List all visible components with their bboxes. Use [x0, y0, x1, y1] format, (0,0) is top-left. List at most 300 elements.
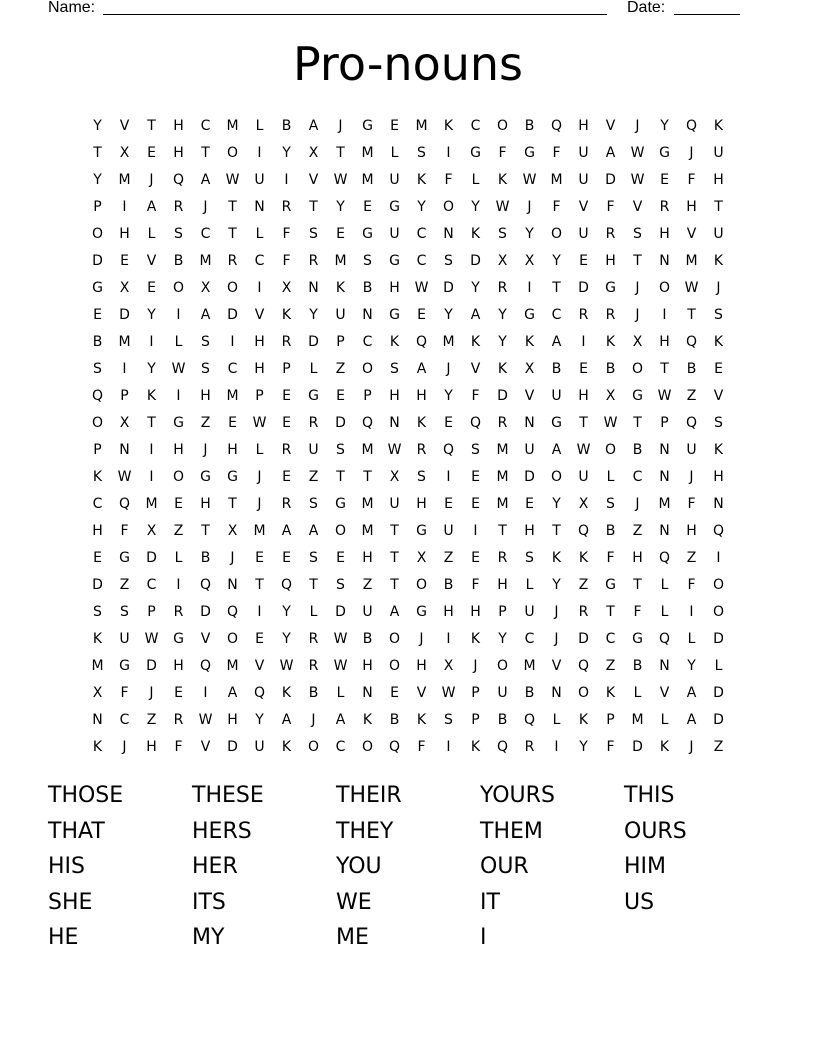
- grid-cell[interactable]: H: [119, 226, 130, 242]
- grid-cell[interactable]: O: [496, 658, 509, 674]
- grid-cell[interactable]: W: [441, 685, 456, 701]
- grid-cell[interactable]: Z: [605, 658, 616, 674]
- grid-cell[interactable]: O: [712, 577, 725, 593]
- grid-cell[interactable]: Q: [199, 658, 212, 674]
- grid-cell[interactable]: I: [176, 577, 181, 593]
- grid-cell[interactable]: W: [198, 712, 213, 728]
- grid-cell[interactable]: W: [171, 361, 186, 377]
- grid-cell[interactable]: W: [117, 469, 132, 485]
- grid-cell[interactable]: Q: [199, 577, 212, 593]
- grid-cell[interactable]: E: [579, 253, 588, 269]
- grid-cell[interactable]: L: [660, 712, 669, 728]
- grid-cell[interactable]: R: [497, 280, 508, 296]
- grid-cell[interactable]: M: [415, 118, 428, 134]
- grid-cell[interactable]: I: [527, 280, 532, 296]
- grid-cell[interactable]: R: [524, 739, 535, 755]
- grid-cell[interactable]: P: [498, 604, 507, 620]
- grid-cell[interactable]: R: [308, 415, 319, 431]
- grid-cell[interactable]: J: [716, 280, 721, 296]
- grid-cell[interactable]: E: [714, 361, 723, 377]
- grid-cell[interactable]: C: [146, 577, 157, 593]
- grid-cell[interactable]: F: [606, 199, 615, 215]
- grid-cell[interactable]: A: [146, 199, 157, 215]
- grid-cell[interactable]: G: [632, 388, 643, 404]
- grid-cell[interactable]: S: [444, 712, 453, 728]
- grid-cell[interactable]: I: [446, 469, 451, 485]
- grid-cell[interactable]: B: [443, 577, 454, 593]
- grid-cell[interactable]: X: [281, 280, 292, 296]
- grid-cell[interactable]: J: [311, 712, 316, 728]
- grid-cell[interactable]: E: [93, 307, 102, 323]
- grid-cell[interactable]: Q: [469, 415, 482, 431]
- grid-cell[interactable]: B: [308, 685, 319, 701]
- grid-cell[interactable]: E: [336, 226, 345, 242]
- grid-cell[interactable]: A: [281, 712, 292, 728]
- grid-cell[interactable]: X: [632, 334, 643, 350]
- grid-cell[interactable]: H: [146, 739, 157, 755]
- grid-cell[interactable]: J: [635, 307, 640, 323]
- grid-cell[interactable]: B: [389, 712, 400, 728]
- grid-cell[interactable]: Q: [685, 415, 698, 431]
- grid-cell[interactable]: N: [443, 226, 454, 242]
- grid-cell[interactable]: V: [308, 172, 319, 188]
- grid-cell[interactable]: I: [716, 550, 721, 566]
- grid-cell[interactable]: R: [659, 199, 670, 215]
- grid-cell[interactable]: G: [524, 307, 535, 323]
- grid-cell[interactable]: K: [146, 388, 157, 404]
- grid-cell[interactable]: H: [416, 658, 427, 674]
- grid-cell[interactable]: L: [633, 685, 642, 701]
- grid-cell[interactable]: W: [576, 442, 591, 458]
- grid-cell[interactable]: C: [254, 253, 265, 269]
- grid-cell[interactable]: Z: [362, 577, 373, 593]
- grid-cell[interactable]: M: [523, 658, 536, 674]
- grid-cell[interactable]: D: [92, 577, 103, 593]
- grid-cell[interactable]: S: [714, 307, 723, 323]
- grid-cell[interactable]: X: [92, 685, 103, 701]
- grid-cell[interactable]: K: [389, 334, 400, 350]
- grid-cell[interactable]: C: [524, 631, 535, 647]
- grid-cell[interactable]: E: [282, 415, 291, 431]
- grid-cell[interactable]: U: [578, 145, 589, 161]
- grid-cell[interactable]: T: [228, 496, 237, 512]
- grid-cell[interactable]: A: [686, 712, 697, 728]
- grid-cell[interactable]: S: [120, 604, 129, 620]
- grid-cell[interactable]: G: [173, 415, 184, 431]
- grid-cell[interactable]: X: [605, 388, 616, 404]
- grid-cell[interactable]: Z: [200, 415, 211, 431]
- grid-cell[interactable]: K: [470, 226, 481, 242]
- grid-cell[interactable]: Y: [309, 307, 318, 323]
- grid-cell[interactable]: Y: [552, 577, 561, 593]
- grid-cell[interactable]: O: [388, 658, 401, 674]
- grid-cell[interactable]: U: [524, 604, 535, 620]
- grid-cell[interactable]: S: [417, 469, 426, 485]
- grid-cell[interactable]: S: [417, 145, 426, 161]
- grid-cell[interactable]: L: [336, 685, 345, 701]
- grid-cell[interactable]: V: [470, 361, 481, 377]
- grid-cell[interactable]: S: [93, 361, 102, 377]
- grid-cell[interactable]: H: [173, 658, 184, 674]
- grid-cell[interactable]: F: [633, 604, 642, 620]
- grid-cell[interactable]: C: [632, 469, 643, 485]
- grid-cell[interactable]: M: [226, 388, 239, 404]
- grid-cell[interactable]: G: [551, 415, 562, 431]
- grid-cell[interactable]: T: [147, 118, 156, 134]
- grid-cell[interactable]: L: [390, 145, 399, 161]
- grid-cell[interactable]: F: [552, 199, 561, 215]
- grid-cell[interactable]: P: [336, 334, 345, 350]
- grid-cell[interactable]: P: [660, 415, 669, 431]
- grid-cell[interactable]: G: [173, 631, 184, 647]
- grid-cell[interactable]: W: [684, 280, 699, 296]
- grid-cell[interactable]: H: [173, 442, 184, 458]
- grid-cell[interactable]: M: [118, 172, 131, 188]
- grid-cell[interactable]: Y: [282, 631, 291, 647]
- grid-cell[interactable]: H: [254, 361, 265, 377]
- grid-cell[interactable]: D: [335, 604, 346, 620]
- grid-cell[interactable]: D: [713, 712, 724, 728]
- grid-cell[interactable]: T: [633, 415, 642, 431]
- grid-cell[interactable]: I: [203, 685, 208, 701]
- grid-cell[interactable]: P: [471, 712, 480, 728]
- grid-cell[interactable]: V: [524, 388, 535, 404]
- grid-cell[interactable]: D: [713, 631, 724, 647]
- grid-cell[interactable]: B: [686, 361, 697, 377]
- grid-cell[interactable]: F: [120, 523, 129, 539]
- grid-cell[interactable]: H: [578, 118, 589, 134]
- grid-cell[interactable]: J: [473, 658, 478, 674]
- grid-cell[interactable]: L: [525, 577, 534, 593]
- grid-cell[interactable]: Q: [280, 577, 293, 593]
- grid-cell[interactable]: N: [254, 199, 265, 215]
- grid-cell[interactable]: E: [255, 631, 264, 647]
- grid-cell[interactable]: X: [119, 415, 130, 431]
- grid-cell[interactable]: H: [416, 388, 427, 404]
- grid-cell[interactable]: A: [470, 307, 481, 323]
- grid-cell[interactable]: K: [416, 712, 427, 728]
- grid-cell[interactable]: E: [363, 199, 372, 215]
- grid-cell[interactable]: J: [554, 631, 559, 647]
- grid-cell[interactable]: T: [498, 523, 507, 539]
- grid-cell[interactable]: H: [389, 388, 400, 404]
- grid-cell[interactable]: I: [284, 172, 289, 188]
- grid-cell[interactable]: E: [417, 307, 426, 323]
- grid-cell[interactable]: J: [635, 280, 640, 296]
- grid-cell[interactable]: Y: [255, 712, 264, 728]
- grid-cell[interactable]: Y: [282, 604, 291, 620]
- grid-cell[interactable]: L: [660, 577, 669, 593]
- grid-cell[interactable]: E: [255, 550, 264, 566]
- grid-cell[interactable]: E: [147, 145, 156, 161]
- grid-cell[interactable]: B: [524, 685, 535, 701]
- grid-cell[interactable]: E: [282, 388, 291, 404]
- grid-cell[interactable]: W: [630, 145, 645, 161]
- grid-cell[interactable]: A: [308, 523, 319, 539]
- grid-cell[interactable]: T: [228, 226, 237, 242]
- grid-cell[interactable]: Q: [496, 739, 509, 755]
- grid-cell[interactable]: V: [146, 253, 157, 269]
- grid-cell[interactable]: T: [255, 577, 264, 593]
- grid-cell[interactable]: H: [254, 334, 265, 350]
- grid-cell[interactable]: A: [416, 361, 427, 377]
- grid-cell[interactable]: E: [336, 388, 345, 404]
- grid-cell[interactable]: M: [334, 253, 347, 269]
- grid-cell[interactable]: X: [308, 145, 319, 161]
- grid-cell[interactable]: V: [605, 118, 616, 134]
- grid-cell[interactable]: B: [92, 334, 103, 350]
- grid-cell[interactable]: U: [578, 172, 589, 188]
- grid-cell[interactable]: Z: [632, 523, 643, 539]
- grid-cell[interactable]: E: [471, 550, 480, 566]
- grid-cell[interactable]: I: [176, 307, 181, 323]
- grid-cell[interactable]: K: [713, 442, 724, 458]
- grid-cell[interactable]: V: [686, 226, 697, 242]
- grid-cell[interactable]: Y: [147, 307, 156, 323]
- grid-cell[interactable]: O: [550, 469, 563, 485]
- grid-cell[interactable]: G: [389, 307, 400, 323]
- grid-cell[interactable]: W: [144, 631, 159, 647]
- grid-cell[interactable]: O: [496, 118, 509, 134]
- grid-cell[interactable]: R: [578, 604, 589, 620]
- grid-cell[interactable]: Q: [685, 118, 698, 134]
- grid-cell[interactable]: L: [714, 658, 723, 674]
- grid-cell[interactable]: D: [524, 469, 535, 485]
- grid-cell[interactable]: R: [281, 442, 292, 458]
- grid-cell[interactable]: A: [200, 307, 211, 323]
- grid-cell[interactable]: L: [174, 334, 183, 350]
- grid-cell[interactable]: B: [551, 361, 562, 377]
- grid-cell[interactable]: L: [471, 172, 480, 188]
- grid-cell[interactable]: S: [633, 226, 642, 242]
- grid-cell[interactable]: J: [230, 550, 235, 566]
- grid-cell[interactable]: K: [470, 631, 481, 647]
- grid-cell[interactable]: O: [415, 577, 428, 593]
- grid-cell[interactable]: K: [362, 712, 373, 728]
- grid-cell[interactable]: V: [632, 199, 643, 215]
- name-field-line[interactable]: [103, 14, 607, 15]
- grid-cell[interactable]: A: [551, 442, 562, 458]
- grid-cell[interactable]: W: [657, 388, 672, 404]
- grid-cell[interactable]: R: [173, 712, 184, 728]
- grid-cell[interactable]: Y: [579, 739, 588, 755]
- grid-cell[interactable]: I: [230, 334, 235, 350]
- grid-cell[interactable]: U: [497, 685, 508, 701]
- grid-cell[interactable]: H: [659, 226, 670, 242]
- grid-cell[interactable]: X: [146, 523, 157, 539]
- grid-cell[interactable]: S: [714, 415, 723, 431]
- grid-cell[interactable]: D: [335, 415, 346, 431]
- grid-cell[interactable]: N: [659, 523, 670, 539]
- grid-cell[interactable]: D: [578, 280, 589, 296]
- grid-cell[interactable]: K: [578, 712, 589, 728]
- grid-cell[interactable]: U: [119, 631, 130, 647]
- grid-cell[interactable]: H: [524, 523, 535, 539]
- grid-cell[interactable]: F: [417, 739, 426, 755]
- grid-cell[interactable]: I: [149, 442, 154, 458]
- grid-cell[interactable]: E: [147, 280, 156, 296]
- grid-cell[interactable]: Q: [550, 118, 563, 134]
- grid-cell[interactable]: G: [227, 469, 238, 485]
- grid-cell[interactable]: K: [659, 739, 670, 755]
- grid-cell[interactable]: M: [361, 442, 374, 458]
- grid-cell[interactable]: X: [200, 280, 211, 296]
- grid-cell[interactable]: N: [659, 253, 670, 269]
- grid-cell[interactable]: J: [338, 118, 343, 134]
- grid-cell[interactable]: R: [281, 334, 292, 350]
- grid-cell[interactable]: Y: [498, 307, 507, 323]
- grid-cell[interactable]: S: [444, 253, 453, 269]
- grid-cell[interactable]: G: [470, 145, 481, 161]
- grid-cell[interactable]: O: [631, 361, 644, 377]
- grid-cell[interactable]: H: [470, 604, 481, 620]
- grid-cell[interactable]: K: [281, 307, 292, 323]
- grid-cell[interactable]: P: [147, 604, 156, 620]
- grid-cell[interactable]: S: [498, 226, 507, 242]
- grid-cell[interactable]: L: [174, 550, 183, 566]
- grid-cell[interactable]: P: [606, 712, 615, 728]
- grid-cell[interactable]: J: [149, 685, 154, 701]
- grid-cell[interactable]: K: [470, 334, 481, 350]
- grid-cell[interactable]: Q: [577, 523, 590, 539]
- grid-cell[interactable]: Y: [498, 631, 507, 647]
- grid-cell[interactable]: L: [606, 469, 615, 485]
- grid-cell[interactable]: J: [689, 145, 694, 161]
- grid-cell[interactable]: R: [173, 199, 184, 215]
- grid-cell[interactable]: D: [308, 334, 319, 350]
- grid-cell[interactable]: M: [496, 496, 509, 512]
- grid-cell[interactable]: U: [254, 739, 265, 755]
- grid-cell[interactable]: I: [149, 469, 154, 485]
- grid-cell[interactable]: M: [361, 172, 374, 188]
- grid-cell[interactable]: H: [578, 388, 589, 404]
- grid-cell[interactable]: G: [389, 253, 400, 269]
- grid-cell[interactable]: M: [658, 496, 671, 512]
- grid-cell[interactable]: M: [199, 253, 212, 269]
- grid-cell[interactable]: H: [227, 442, 238, 458]
- grid-cell[interactable]: F: [687, 577, 696, 593]
- grid-cell[interactable]: I: [473, 523, 478, 539]
- grid-cell[interactable]: R: [497, 415, 508, 431]
- grid-cell[interactable]: B: [497, 712, 508, 728]
- grid-cell[interactable]: C: [551, 307, 562, 323]
- grid-cell[interactable]: U: [443, 523, 454, 539]
- grid-cell[interactable]: T: [633, 253, 642, 269]
- grid-cell[interactable]: W: [495, 199, 510, 215]
- grid-cell[interactable]: G: [119, 658, 130, 674]
- grid-cell[interactable]: D: [146, 658, 157, 674]
- grid-cell[interactable]: S: [93, 604, 102, 620]
- grid-cell[interactable]: X: [578, 496, 589, 512]
- grid-cell[interactable]: H: [713, 172, 724, 188]
- grid-cell[interactable]: W: [252, 415, 267, 431]
- grid-cell[interactable]: H: [443, 604, 454, 620]
- grid-cell[interactable]: T: [309, 577, 318, 593]
- grid-cell[interactable]: L: [309, 604, 318, 620]
- grid-cell[interactable]: N: [551, 685, 562, 701]
- grid-cell[interactable]: I: [257, 604, 262, 620]
- grid-cell[interactable]: Q: [361, 415, 374, 431]
- grid-cell[interactable]: E: [228, 415, 237, 431]
- grid-cell[interactable]: Q: [523, 712, 536, 728]
- grid-cell[interactable]: T: [660, 361, 669, 377]
- grid-cell[interactable]: M: [361, 496, 374, 512]
- grid-cell[interactable]: Y: [93, 118, 102, 134]
- grid-cell[interactable]: K: [551, 550, 562, 566]
- grid-cell[interactable]: I: [446, 739, 451, 755]
- grid-cell[interactable]: M: [361, 145, 374, 161]
- grid-cell[interactable]: C: [416, 253, 427, 269]
- grid-cell[interactable]: K: [281, 739, 292, 755]
- grid-cell[interactable]: H: [200, 496, 211, 512]
- grid-cell[interactable]: D: [146, 550, 157, 566]
- grid-cell[interactable]: O: [172, 280, 185, 296]
- grid-cell[interactable]: L: [309, 361, 318, 377]
- grid-cell[interactable]: Y: [471, 199, 480, 215]
- grid-cell[interactable]: A: [389, 604, 400, 620]
- grid-cell[interactable]: N: [92, 712, 103, 728]
- grid-cell[interactable]: R: [281, 199, 292, 215]
- grid-cell[interactable]: B: [632, 658, 643, 674]
- grid-cell[interactable]: X: [524, 253, 535, 269]
- grid-cell[interactable]: F: [687, 496, 696, 512]
- grid-cell[interactable]: T: [336, 469, 345, 485]
- grid-cell[interactable]: R: [605, 226, 616, 242]
- grid-cell[interactable]: U: [335, 307, 346, 323]
- grid-cell[interactable]: F: [120, 685, 129, 701]
- grid-cell[interactable]: D: [632, 739, 643, 755]
- grid-cell[interactable]: N: [659, 469, 670, 485]
- grid-cell[interactable]: O: [388, 631, 401, 647]
- grid-cell[interactable]: F: [606, 550, 615, 566]
- grid-cell[interactable]: O: [442, 199, 455, 215]
- grid-cell[interactable]: W: [522, 172, 537, 188]
- grid-cell[interactable]: F: [444, 172, 453, 188]
- grid-cell[interactable]: U: [686, 442, 697, 458]
- grid-cell[interactable]: N: [659, 658, 670, 674]
- grid-cell[interactable]: D: [92, 253, 103, 269]
- grid-cell[interactable]: Y: [498, 334, 507, 350]
- grid-cell[interactable]: Z: [308, 469, 319, 485]
- grid-cell[interactable]: W: [603, 415, 618, 431]
- grid-cell[interactable]: H: [227, 712, 238, 728]
- grid-cell[interactable]: M: [253, 523, 266, 539]
- grid-cell[interactable]: J: [419, 631, 424, 647]
- grid-cell[interactable]: D: [578, 631, 589, 647]
- grid-cell[interactable]: J: [257, 496, 262, 512]
- grid-cell[interactable]: N: [362, 685, 373, 701]
- grid-cell[interactable]: Y: [687, 658, 696, 674]
- grid-cell[interactable]: S: [390, 361, 399, 377]
- grid-cell[interactable]: M: [226, 118, 239, 134]
- grid-cell[interactable]: A: [605, 145, 616, 161]
- grid-cell[interactable]: S: [201, 334, 210, 350]
- grid-cell[interactable]: K: [416, 415, 427, 431]
- grid-cell[interactable]: V: [551, 658, 562, 674]
- grid-cell[interactable]: V: [416, 685, 427, 701]
- grid-cell[interactable]: E: [390, 685, 399, 701]
- grid-cell[interactable]: R: [578, 307, 589, 323]
- grid-cell[interactable]: Y: [552, 496, 561, 512]
- grid-cell[interactable]: O: [91, 226, 104, 242]
- grid-cell[interactable]: E: [579, 361, 588, 377]
- grid-cell[interactable]: J: [203, 199, 208, 215]
- grid-cell[interactable]: C: [470, 118, 481, 134]
- grid-cell[interactable]: E: [336, 550, 345, 566]
- grid-cell[interactable]: K: [92, 469, 103, 485]
- grid-cell[interactable]: I: [149, 334, 154, 350]
- grid-cell[interactable]: W: [225, 172, 240, 188]
